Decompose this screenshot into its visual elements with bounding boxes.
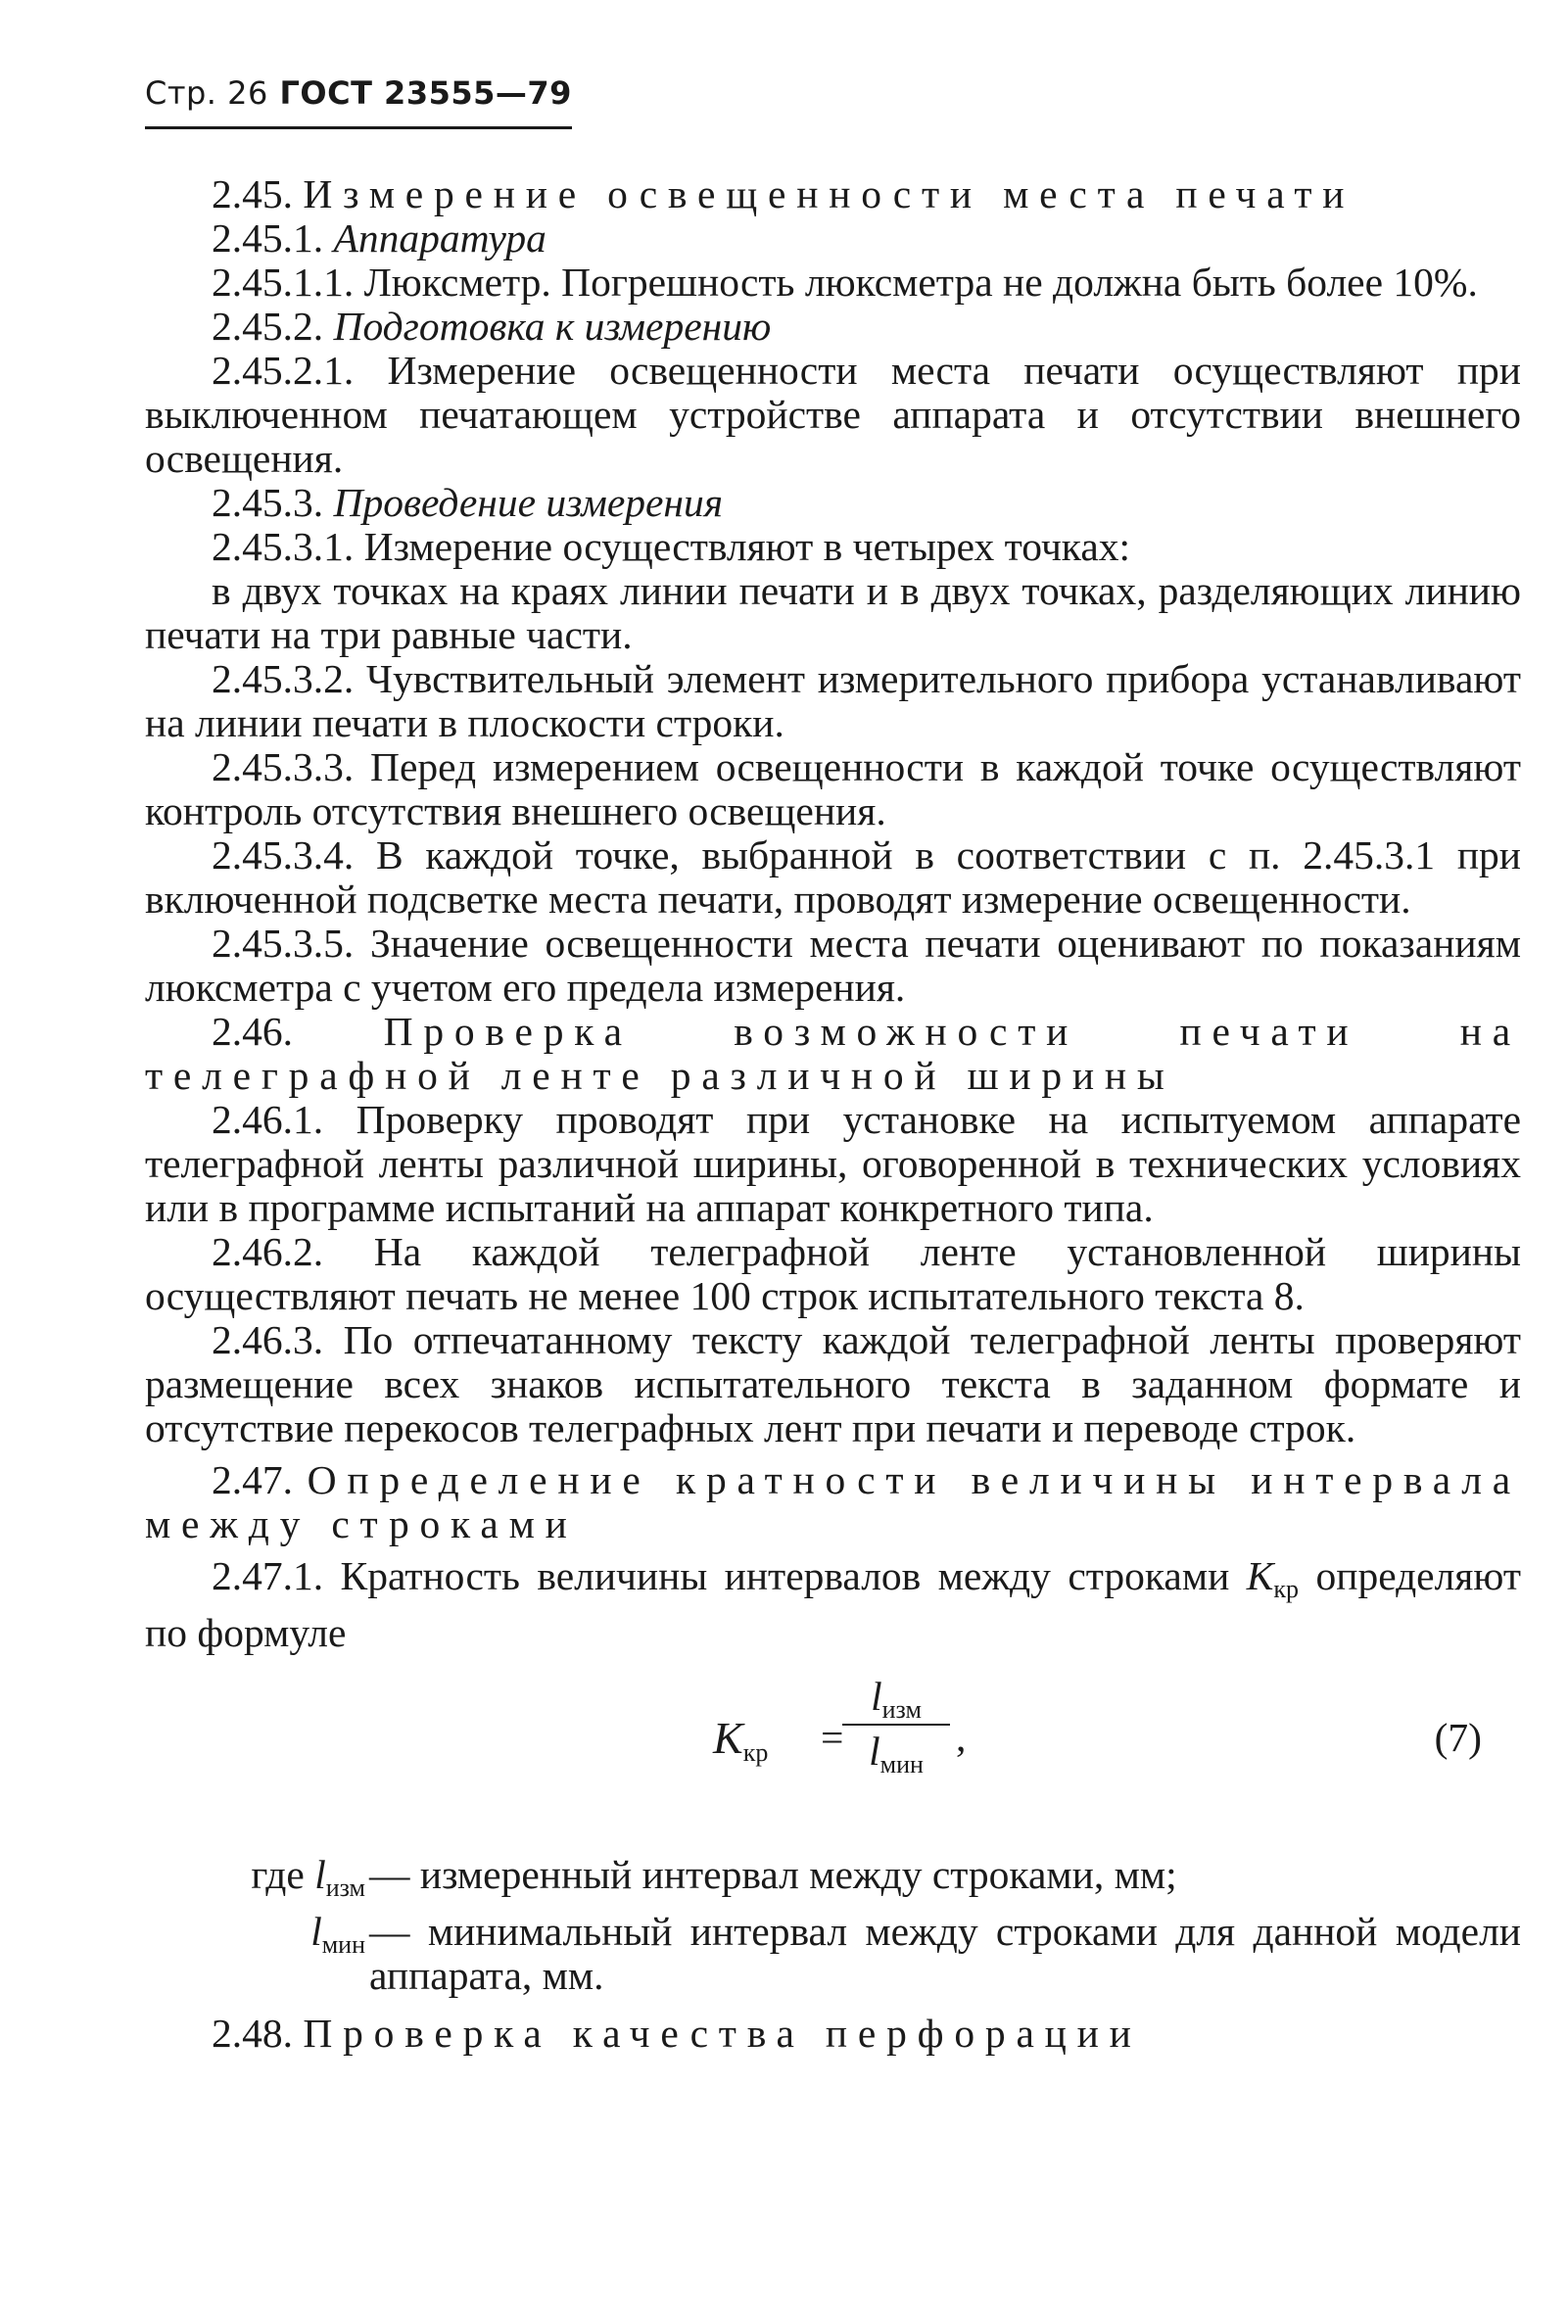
page-header [145,73,572,129]
paragraph-2-46-1: 2.46.1. Проверку проводят при установке на испытуемом аппарате телеграфной ленты различной ширины, оговоренной в технических условиях или в программе испытаний на аппарат конкретного типа. [145,1097,1521,1230]
section-title: Определение кратности величины интервала между строками [145,1457,1522,1546]
section-2-45-3-heading [145,481,1521,525]
page-number: Стр. 26 [145,74,268,112]
paragraph-text-tail: определяют по формуле [145,1553,1521,1655]
section-number: 2.45.2. [212,304,324,349]
definition-item [145,1910,1521,1998]
formula-equals: = [821,1715,844,1760]
section-2-45-heading [145,172,1521,216]
document-page [145,69,1521,2056]
paragraph-2-47-1 [145,1554,1521,1655]
paragraph-2-45-3-5: 2.45.3.5. Значение освещенности места печати оценивают по показаниям люксметра с учетом его предела измерения. [145,921,1521,1010]
formula-numerator: $l_{изм}$ [871,1674,922,1724]
definition-symbol: l [314,1852,326,1897]
paragraph-2-46-2: 2.46.2. На каждой телеграфной ленте установленной ширины осуществляют печать не менее 100 строк испытательного текста 8. [145,1229,1521,1318]
section-title: Аппаратура [333,215,546,261]
definition-subscript: изм [325,1873,365,1902]
definition-item [145,1853,1521,1910]
formula-7 [145,1669,1521,1835]
section-title: Подготовка к измерению [333,304,772,349]
paragraph-2-45-1-1: 2.45.1.1. Люксметр. Погрешность люксметра не должна быть более 10%. [212,260,1478,305]
section-number: 2.47. [212,1457,293,1502]
paragraph-2-45-2-1: 2.45.2.1. Измерение освещенности места печати осуществляют при выключенном печатающем устройстве аппарата и отсутствии внешнего освещения. [145,348,1521,481]
section-number: 2.46. [212,1009,293,1054]
definition-symbol: l [310,1909,322,1954]
paragraph-2-45-3-3: 2.45.3.3. Перед измерением освещенности в каждой точке осуществляют контроль отсутствия внешнего освещения. [145,744,1521,833]
formula-definitions [145,1853,1521,1998]
section-2-47-heading [145,1458,1521,1546]
section-title: Измерение освещенности места печати [303,171,1355,216]
section-number: 2.45.3. [212,480,324,525]
formula-comma: , [956,1715,967,1760]
paragraph-2-46-3: 2.46.3. По отпечатанному тексту каждой телеграфной ленты проверяют размещение всех знаков испытательного текста в заданном формате и отсутствие перекосов телеграфных лент при печати и переводе строк. [145,1317,1521,1450]
paragraph-2-45-3-2: 2.45.3.2. Чувствительный элемент измерительного прибора устанавливают на линии печати в плоскости строки. [145,656,1521,745]
section-title: Проверка качества перфорации [303,2011,1142,2056]
section-title: Проведение измерения [333,480,724,525]
paragraph-text: 2.47.1. Кратность величины интервалов между строками [212,1553,1230,1598]
definition-subscript: мин [321,1930,365,1959]
section-2-48-heading [145,2012,1521,2056]
formula-denominator: $l_{мин}$ [869,1729,924,1779]
standard-code: ГОСТ 23555—79 [279,74,572,112]
formula-number: (7) [1434,1715,1482,1760]
paragraph-2-45-3-1-cont: в двух точках на краях линии печати и в двух точках, разделяющих линию печати на три равные части. [145,568,1521,657]
section-2-45-2-heading [145,305,1521,349]
section-number: 2.45.1. [212,215,324,261]
fraction-bar [842,1724,950,1726]
formula-lhs: $K_{кр}$ [713,1713,769,1767]
section-number: 2.48. [212,2011,293,2056]
definition-lead: где [251,1852,305,1897]
definition-text: — минимальный интервал между строками для данной модели аппарата, мм. [369,1909,1521,1998]
paragraph-2-45-3-1: 2.45.3.1. Измерение осуществляют в четырех точках: [212,524,1131,569]
section-title: Проверка возможности печати на телеграфной ленте различной ширины [145,1009,1521,1098]
symbol-subscript: кр [1273,1575,1300,1603]
formula-fraction [842,1674,950,1779]
section-number: 2.45. [212,171,293,216]
section-2-45-1-heading [145,216,1521,261]
symbol-k: K [1246,1553,1274,1598]
definition-text: — измеренный интервал между строками, мм; [369,1852,1177,1897]
paragraph-2-45-3-4: 2.45.3.4. В каждой точке, выбранной в соответствии с п. 2.45.3.1 при включенной подсветке места печати, проводят измерение освещенности. [145,832,1521,922]
section-2-46-heading [145,1010,1521,1098]
